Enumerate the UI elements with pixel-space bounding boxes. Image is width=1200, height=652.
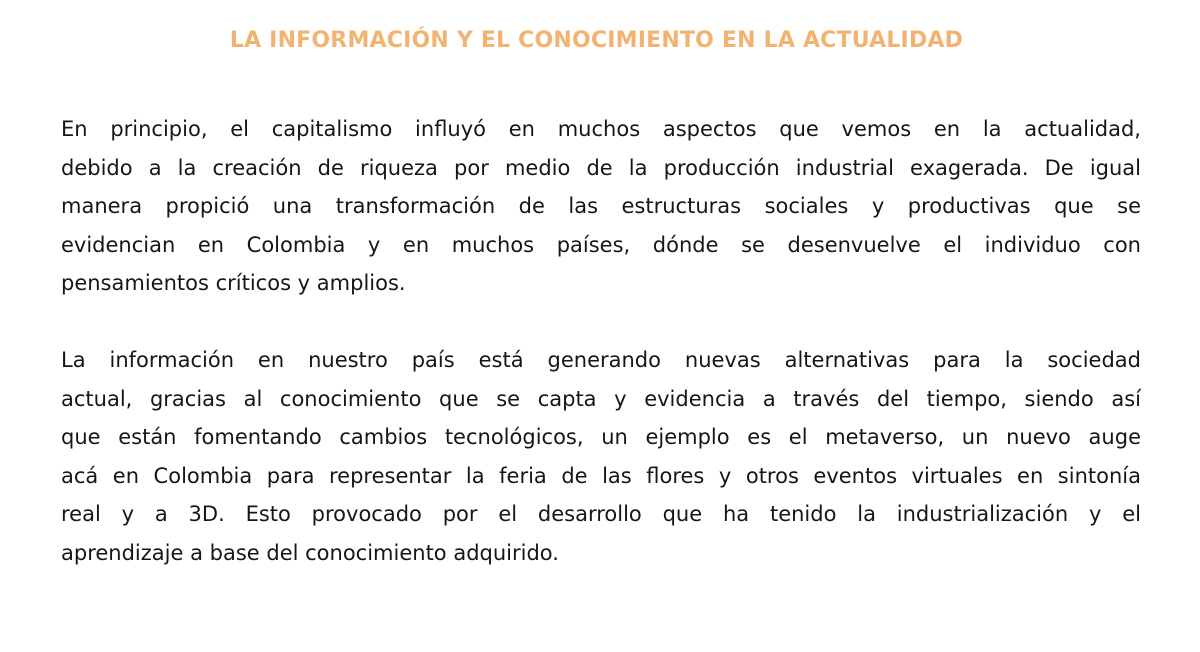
paragraph-line: real y a 3D. Esto provocado por el desarrollo que ha tenido la industrialización y el [61,502,1141,526]
paragraph-1 [61,110,1141,303]
paragraph-2 [61,341,1141,572]
paragraph-line: aprendizaje a base del conocimiento adquirido. [61,540,559,565]
paragraph-line: que están fomentando cambios tecnológicos, un ejemplo es el metaverso, un nuevo auge [61,425,1141,449]
paragraph-line: acá en Colombia para representar la feria de las flores y otros eventos virtuales en sintonía [61,463,1141,488]
paragraph-line: pensamientos críticos y amplios. [61,271,406,295]
paragraph-line: debido a la creación de riqueza por medio de la producción industrial exagerada. De igual [61,155,1141,180]
paragraph-line: actual, gracias al conocimiento que se capta y evidencia a través del tiempo, siendo así [61,386,1141,411]
paragraph-line: La información en nuestro país está generando nuevas alternativas para la sociedad [61,348,1141,372]
paragraph-line: En principio, el capitalismo influyó en muchos aspectos que vemos en la actualidad, [61,117,1141,141]
document-title: LA INFORMACIÓN Y EL CONOCIMIENTO EN LA ACTUALIDAD [229,28,964,53]
paragraph-line: manera propició una transformación de las estructuras sociales y productivas que se [61,194,1141,218]
paragraph-line: evidencian en Colombia y en muchos países, dónde se desenvuelve el individuo con [61,232,1141,257]
